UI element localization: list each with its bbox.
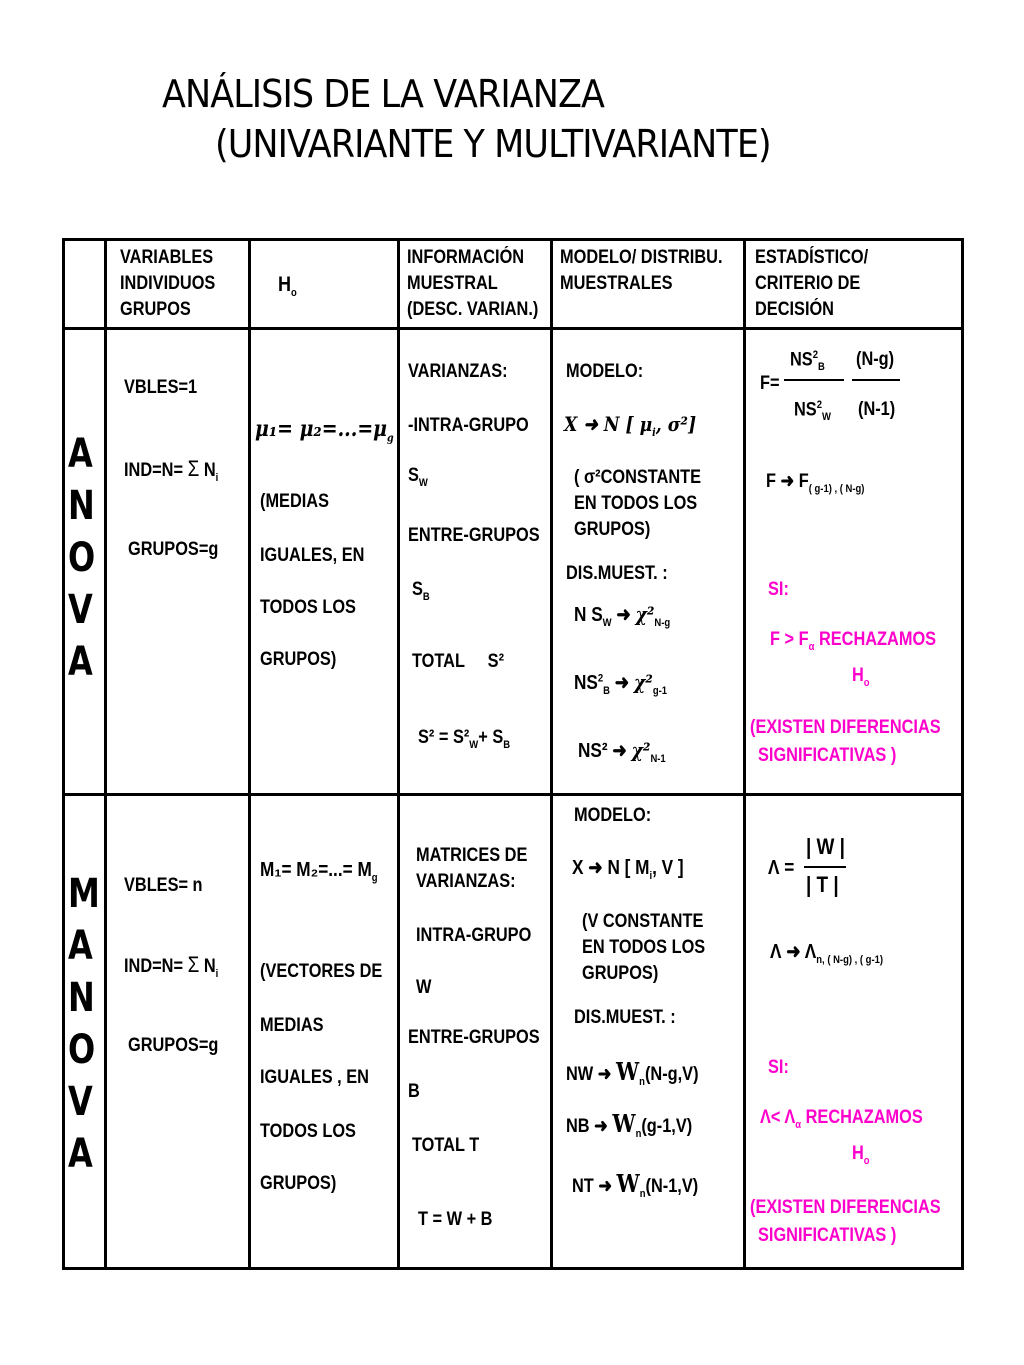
header-col3-line3: (DESC. VARIAN.) (407, 299, 539, 320)
anova-decomposition: $S^2 = S^2_W+ S_B$ (418, 727, 511, 751)
header-col1-line3: GRUPOS (120, 299, 191, 320)
anova-entre: ENTRE-GRUPOS (408, 525, 540, 546)
manova-dist-within: NW ➜ $W_n(N-g,V)$ (566, 1057, 699, 1088)
header-col5-line1: ESTADÍSTICO/ (755, 247, 869, 268)
manova-lambda-denominator: | T | (806, 872, 839, 897)
anova-f-distribution: F ➜ $F_{( g-1) , ( N-g)}$ (766, 471, 865, 495)
anova-dist-total: NS² ➜ $\chi^2_{N-1}$ (578, 738, 666, 765)
anova-sw: $S_W$ (408, 465, 428, 489)
manova-dist-title: DIS.MUEST. : (574, 1007, 676, 1028)
anova-h0-text: (MEDIAS (260, 491, 330, 512)
manova-conclusion: SIGNIFICATIVAS ) (758, 1225, 897, 1246)
manova-model-equation: X ➜ N [ $M_i$, V ] (572, 857, 684, 882)
table-border-top (62, 238, 964, 241)
header-col3-line1: INFORMACIÓN (407, 247, 525, 268)
manova-lambda-label: Λ = (768, 857, 795, 879)
anova-vars: VBLES=1 (124, 377, 198, 398)
manova-h0-text: IGUALES , EN (260, 1067, 369, 1088)
manova-decomposition: T = W + B (418, 1209, 493, 1230)
anova-f-fraction-line (784, 379, 844, 381)
manova-vars: VBLES= n (124, 875, 203, 896)
anova-h0-reject: $H_o$ (852, 665, 870, 689)
manova-dist-between: NB ➜ $W_n(g-1,V)$ (566, 1109, 693, 1140)
anova-letter: O (68, 535, 96, 581)
manova-h0-equation: $M_1= M_2=...= M_g$ (260, 859, 378, 884)
anova-h0-equation: $\mu_1= \mu_2=...=\mu_g$ (255, 416, 394, 445)
row-divider (62, 793, 964, 796)
anova-info-title: VARIANZAS: (408, 361, 508, 382)
manova-si: SI: (768, 1057, 789, 1078)
header-col1-line2: INDIVIDUOS (120, 273, 216, 294)
anova-letter: N (68, 483, 95, 529)
anova-f-denominator: $NS^2_W$ (794, 399, 831, 424)
manova-h0-text: MEDIAS (260, 1015, 324, 1036)
manova-letter: M (68, 871, 100, 917)
anova-model-equation: X ➜ N [ $\mu_i$, σ²] (564, 412, 697, 439)
header-col4-line1: MODELO/ DISTRIBU. (560, 247, 723, 268)
anova-model-note: EN TODOS LOS (574, 493, 698, 514)
anova-intra: -INTRA-GRUPO (408, 415, 529, 436)
header-col4-line2: MUESTRALES (560, 273, 673, 294)
anova-si: SI: (768, 579, 789, 600)
anova-dist-title: DIS.MUEST. : (566, 563, 668, 584)
header-col3-line2: MUESTRAL (407, 273, 498, 294)
anova-letter: A (68, 431, 93, 477)
anova-f-df-line (852, 379, 900, 381)
table-border-bottom (62, 1267, 964, 1270)
manova-letter: N (68, 975, 95, 1021)
manova-entre: ENTRE-GRUPOS (408, 1027, 540, 1048)
manova-individuals: IND=N= Σ $N_i$ (124, 952, 219, 980)
anova-dist-between: $NS^2_B$ ➜ $\chi^2_{g-1}$ (574, 670, 668, 697)
header-divider (62, 327, 964, 330)
manova-h0-text: TODOS LOS (260, 1121, 356, 1142)
anova-conclusion: SIGNIFICATIVAS ) (758, 745, 897, 766)
anova-h0-text: IGUALES, EN (260, 545, 365, 566)
anova-h0-text: TODOS LOS (260, 597, 356, 618)
anova-letter: V (68, 587, 93, 633)
manova-letter: A (68, 1131, 93, 1177)
anova-table (62, 238, 964, 1270)
manova-info-title: MATRICES DE (416, 845, 528, 866)
manova-lambda-distribution: Λ ➜ $\Lambda_{n, ( N-g) , ( g-1)}$ (770, 941, 884, 966)
header-col5-line2: CRITERIO DE (755, 273, 861, 294)
manova-b: B (408, 1081, 420, 1102)
manova-model-title: MODELO: (574, 805, 652, 826)
manova-letter: V (68, 1079, 93, 1125)
manova-letter: A (68, 923, 93, 969)
manova-total: TOTAL T (412, 1135, 480, 1156)
manova-lambda-numerator: | W | (806, 834, 845, 859)
anova-f-den-df: (N-1) (858, 399, 896, 420)
anova-model-note: GRUPOS) (574, 519, 651, 540)
col-divider-2 (248, 238, 251, 1270)
manova-intra: INTRA-GRUPO (416, 925, 532, 946)
header-col5-line3: DECISIÓN (755, 299, 834, 320)
col-divider-5 (743, 238, 746, 1270)
col-divider-1 (104, 238, 107, 1270)
manova-info-title: VARIANZAS: (416, 871, 516, 892)
anova-f-num-df: (N-g) (856, 349, 895, 370)
manova-h0-text: (VECTORES DE (260, 961, 383, 982)
anova-groups: GRUPOS=g (128, 539, 219, 560)
manova-dist-total: NT ➜ $W_n(N-1,V)$ (572, 1169, 699, 1200)
manova-groups: GRUPOS=g (128, 1035, 219, 1056)
manova-model-note: (V CONSTANTE (582, 911, 704, 932)
anova-h0-text: GRUPOS) (260, 649, 337, 670)
header-col1-line1: VARIABLES (120, 247, 214, 268)
manova-lambda-fraction-line (804, 866, 846, 868)
manova-reject-rule: $\Lambda< \Lambda_\alpha$ RECHAZAMOS (760, 1107, 923, 1131)
anova-individuals: IND=N= Σ $N_i$ (124, 456, 219, 484)
anova-reject-rule: $F > F_\alpha$ RECHAZAMOS (770, 629, 937, 653)
manova-w: W (416, 977, 432, 998)
anova-dist-within: N $S_W$ ➜ $\chi^2_{N-g}$ (574, 602, 671, 629)
col-divider-4 (550, 238, 553, 1270)
manova-h0-reject: $H_o$ (852, 1143, 870, 1167)
manova-conclusion: (EXISTEN DIFERENCIAS (750, 1197, 941, 1218)
manova-model-note: GRUPOS) (582, 963, 659, 984)
anova-f-numerator: $NS^2_B$ (790, 349, 825, 374)
header-h0: $H_o$ (278, 273, 297, 300)
col-divider-3 (397, 238, 400, 1270)
table-border-left (62, 238, 65, 1270)
manova-h0-text: GRUPOS) (260, 1173, 337, 1194)
manova-letter: O (68, 1027, 96, 1073)
page-title: ANÁLISIS DE LA VARIANZA (162, 72, 604, 116)
anova-letter: A (68, 639, 93, 685)
anova-model-note: ( σ²CONSTANTE (574, 467, 702, 488)
page-subtitle: (UNIVARIANTE Y MULTIVARIANTE) (215, 122, 771, 166)
anova-f-label: F= (760, 373, 780, 394)
manova-model-note: EN TODOS LOS (582, 937, 706, 958)
anova-model-title: MODELO: (566, 361, 644, 382)
anova-conclusion: (EXISTEN DIFERENCIAS (750, 717, 941, 738)
table-border-right (961, 238, 964, 1270)
anova-total: TOTAL S² (412, 651, 505, 672)
anova-sb: $S_B$ (412, 579, 430, 603)
